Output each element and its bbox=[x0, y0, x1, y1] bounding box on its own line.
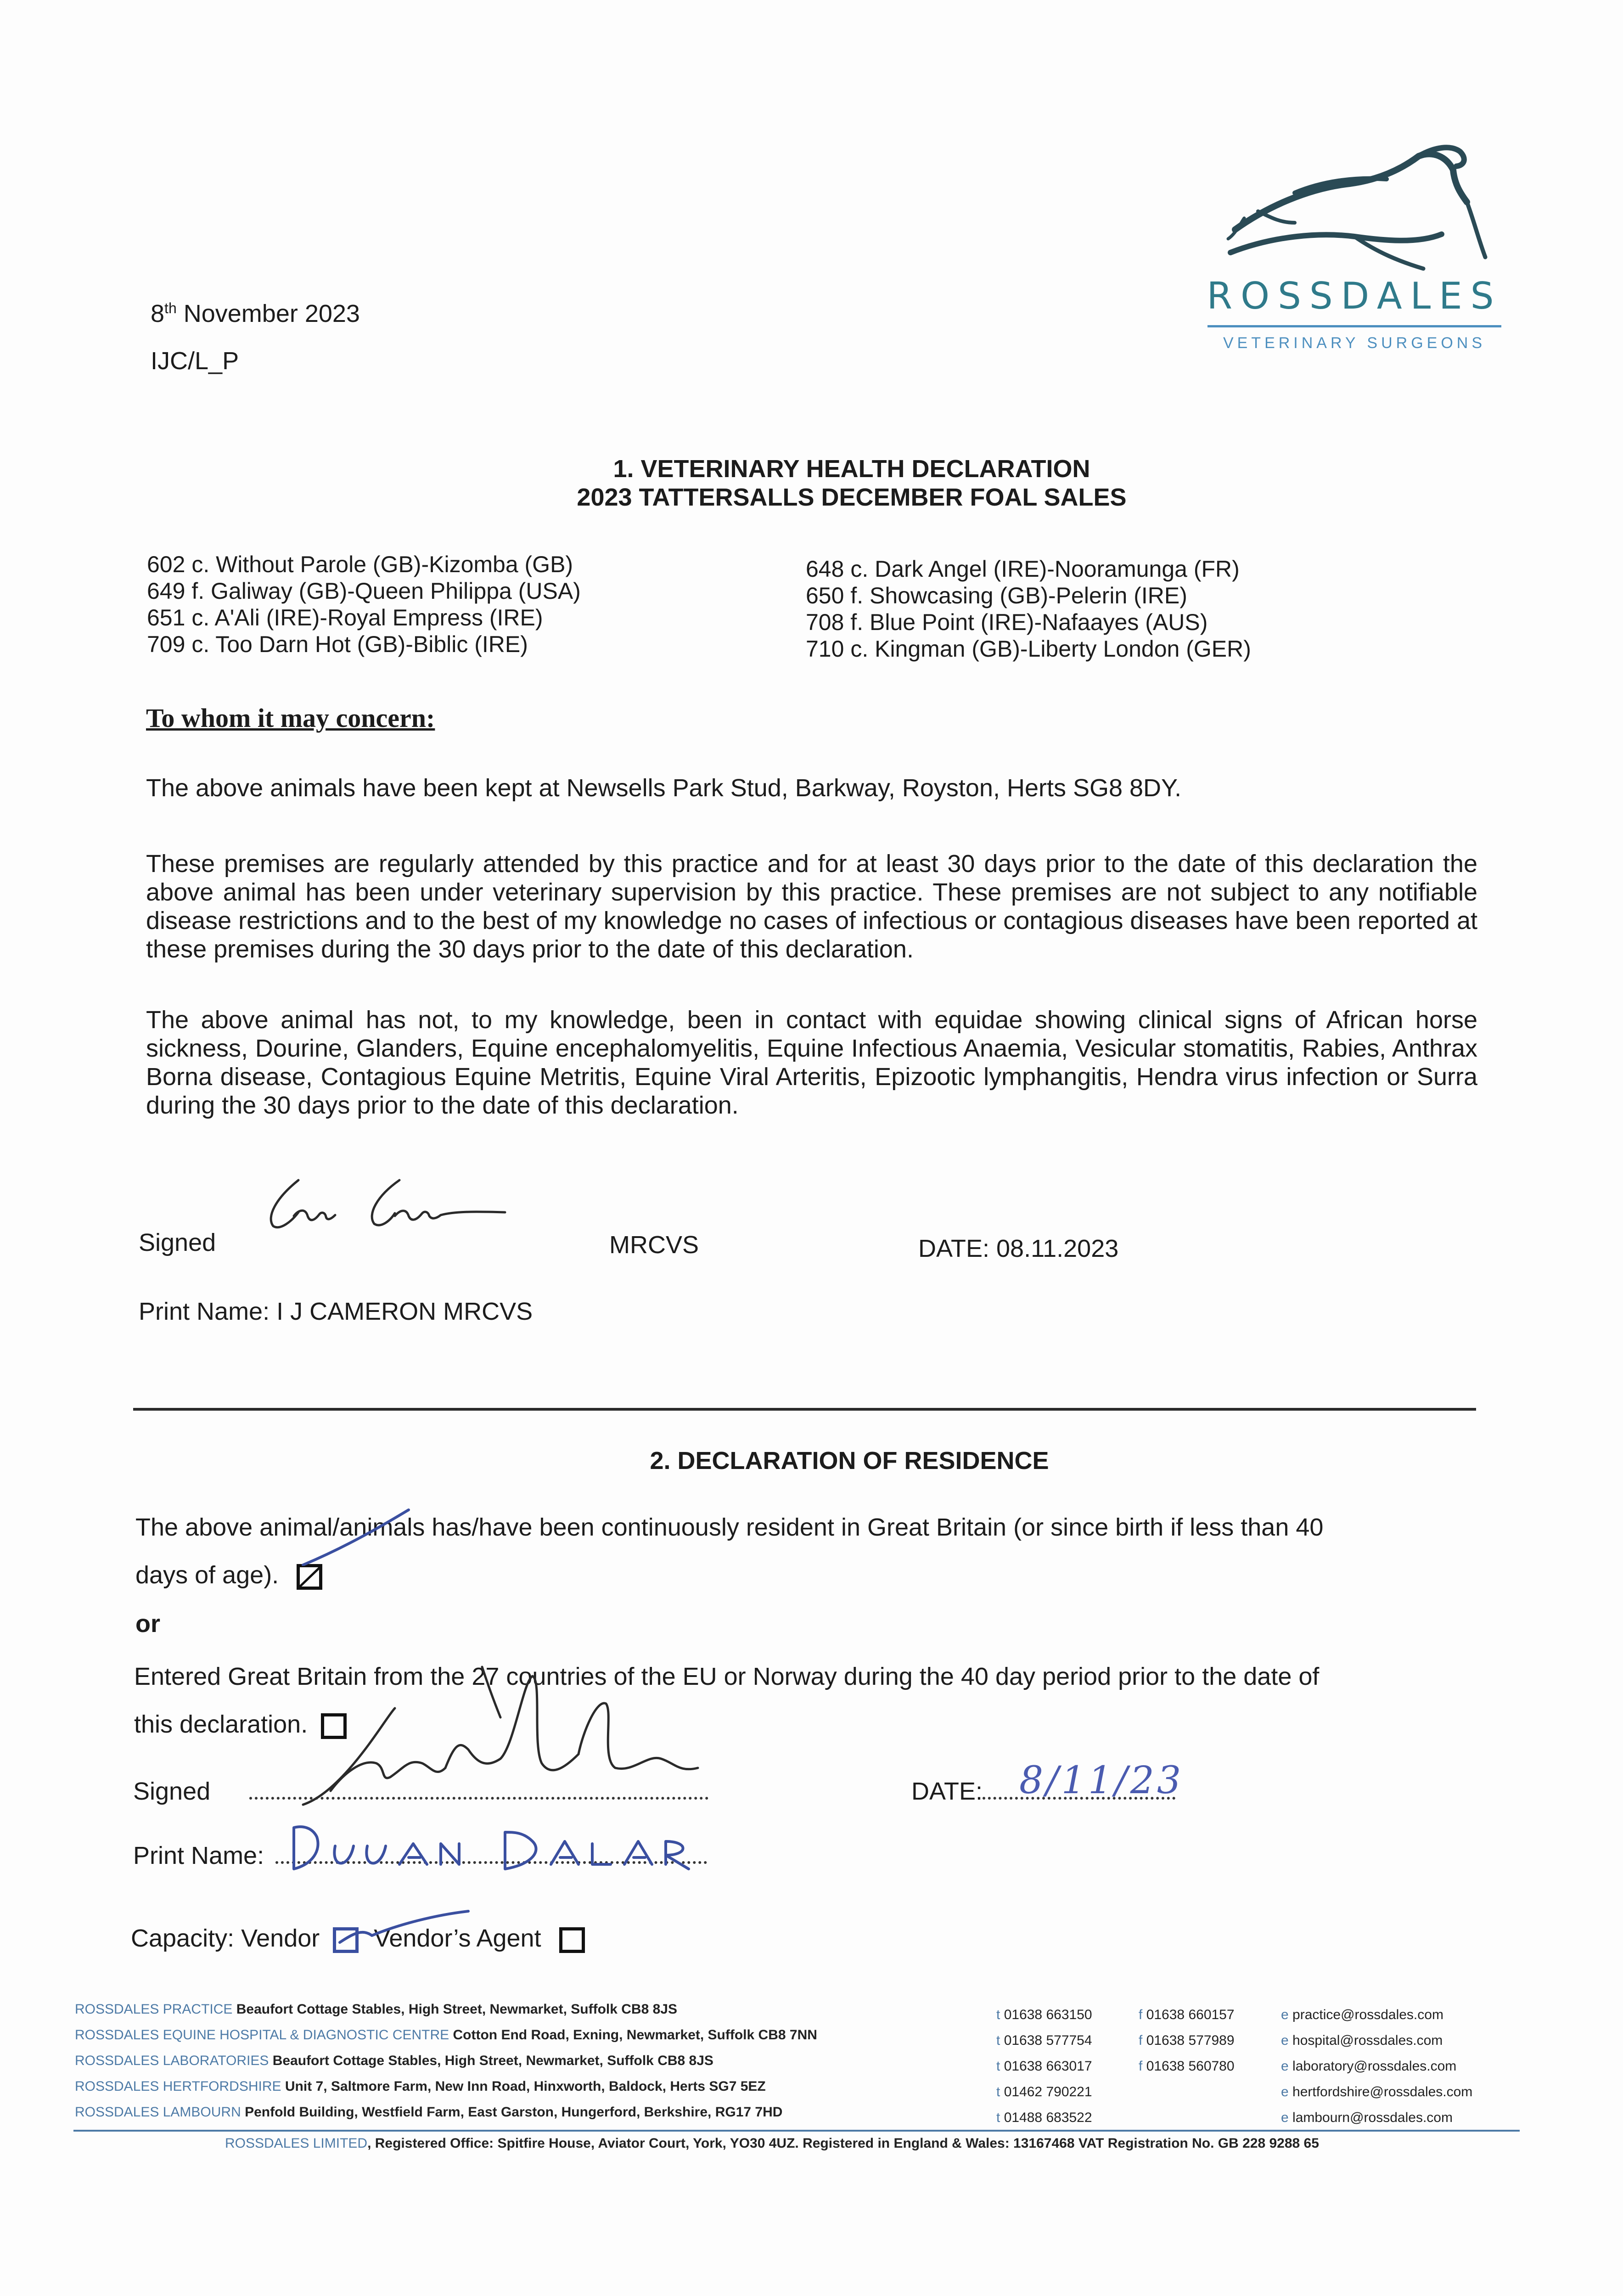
phone-number: 01638 663017 bbox=[1004, 2059, 1092, 2074]
capacity-label: Capacity: Vendor bbox=[131, 1925, 320, 1952]
vendor-print-name-label: Print Name: bbox=[133, 1842, 264, 1869]
mrcvs-label: MRCVS bbox=[609, 1231, 699, 1259]
footer-branch: ROSSDALES EQUINE HOSPITAL & DIAGNOSTIC CENTRE Cotton End Road, Exning, Newmarket, Suffolk CB8 7NN bbox=[75, 2027, 817, 2043]
tick-icon bbox=[297, 1564, 322, 1590]
fax-number: 01638 660157 bbox=[1146, 2007, 1235, 2022]
phone-number: 01488 683522 bbox=[1004, 2110, 1092, 2125]
email-link[interactable]: practice@rossdales.com bbox=[1292, 2007, 1443, 2022]
footer-branch: ROSSDALES LAMBOURN Penfold Building, Westfield Farm, East Garston, Hungerford, Berkshire, RG17 7HD bbox=[75, 2105, 783, 2120]
email-link[interactable]: lambourn@rossdales.com bbox=[1292, 2110, 1453, 2125]
company-logo bbox=[1203, 138, 1506, 358]
vet-date: DATE: 08.11.2023 bbox=[918, 1235, 1119, 1262]
strike-through-mark bbox=[294, 1506, 413, 1566]
footer-branch: ROSSDALES LABORATORIES Beaufort Cottage Stables, High Street, Newmarket, Suffolk CB8 8JS bbox=[75, 2053, 713, 2068]
horse-logo-icon bbox=[1203, 138, 1506, 276]
logo-name: ROSSDALES bbox=[1207, 275, 1502, 317]
footer-branches bbox=[75, 1997, 817, 2125]
lots-right-list bbox=[806, 556, 1494, 662]
email-link[interactable]: hertfordshire@rossdales.com bbox=[1292, 2084, 1473, 2099]
footer-rule bbox=[73, 2130, 1520, 2132]
section1-title: 1. VETERINARY HEALTH DECLARATION 2023 TATTERSALLS DECEMBER FOAL SALES bbox=[577, 455, 1127, 511]
or-label: or bbox=[135, 1610, 160, 1638]
vendor-print-name-handwritten bbox=[285, 1818, 698, 1878]
vendor-date-label: DATE: bbox=[911, 1778, 983, 1805]
lot-item: 710 c. Kingman (GB)-Liberty London (GER) bbox=[806, 636, 1251, 662]
phone-number: 01462 790221 bbox=[1004, 2084, 1092, 2099]
paragraph-contact-diseases: The above animal has not, to my knowledge, been in contact with equidae showing clinical signs of African horse sickness, Dourine, Glanders, Equine encephalomyelitis, Equine Infectious Anaemia, Vesicular stomatitis, Rabies, Anthrax Borna disease, Contagious Equine Metritis, Equine Viral Arteritis, Epizootic lymphangitis, Hendra virus infection or Surra during the 30 days prior to the date of this declaration. bbox=[146, 1006, 1477, 1119]
lot-item: 651 c. A'Ali (IRE)-Royal Empress (IRE) bbox=[147, 605, 543, 630]
footer-branch: ROSSDALES PRACTICE Beaufort Cottage Stables, High Street, Newmarket, Suffolk CB8 8JS bbox=[75, 2002, 677, 2017]
lot-item: 650 f. Showcasing (GB)-Pelerin (IRE) bbox=[806, 583, 1187, 608]
lot-item: 602 c. Without Parole (GB)-Kizomba (GB) bbox=[147, 551, 573, 577]
vendor-tick-mark bbox=[335, 1906, 473, 1947]
footer-emails: e practice@rossdales.com e hospital@rossdales.com e laboratory@rossdales.com e hertfordshire@rossdales.com e lambourn@rossdales.com bbox=[1281, 2007, 1473, 2125]
fax-number: 01638 560780 bbox=[1146, 2059, 1235, 2074]
letter-reference: IJC/L_P bbox=[151, 347, 239, 375]
section-divider bbox=[133, 1408, 1476, 1411]
signed-label: Signed bbox=[139, 1229, 216, 1256]
lots-left-list bbox=[147, 551, 790, 658]
phone-number: 01638 577754 bbox=[1004, 2033, 1092, 2048]
vet-signature bbox=[248, 1162, 533, 1244]
vendor-signature bbox=[285, 1653, 725, 1818]
paragraph-premises: The above animals have been kept at Newsells Park Stud, Barkway, Royston, Herts SG8 8DY. bbox=[146, 774, 1182, 802]
letter-date: 8th November 2023 bbox=[151, 300, 360, 327]
residence-option2: Entered Great Britain from the 27 countries of the EU or Norway during the 40 day period prior to the date of this declaration. bbox=[134, 1663, 1320, 1738]
email-link[interactable]: laboratory@rossdales.com bbox=[1292, 2059, 1457, 2074]
email-link[interactable]: hospital@rossdales.com bbox=[1292, 2033, 1443, 2048]
vet-print-name: Print Name: I J CAMERON MRCVS bbox=[139, 1298, 533, 1325]
vendors-agent-label: Vendor’s Agent bbox=[374, 1925, 541, 1952]
footer-faxes: f 01638 660157 f 01638 577989 f 01638 560780 bbox=[1139, 2007, 1235, 2074]
footer-branch: ROSSDALES HERTFORDSHIRE Unit 7, Saltmore Farm, New Inn Road, Hinxworth, Baldock, Herts SG7 5EZ bbox=[75, 2079, 766, 2094]
salutation: To whom it may concern: bbox=[146, 703, 435, 733]
vendor-signed-label: Signed bbox=[133, 1778, 211, 1805]
logo-divider bbox=[1207, 325, 1501, 327]
lot-item: 648 c. Dark Angel (IRE)-Nooramunga (FR) bbox=[806, 556, 1240, 582]
paragraph-supervision: These premises are regularly attended by this practice and for at least 30 days prior to the date of this declaration the above animal has been under veterinary supervision by this practice. These premises are not subject to any notifiable disease restrictions and to the best of my knowledge no cases of infectious or contagious diseases have been reported at these premises during the 30 days prior to the date of this declaration. bbox=[146, 850, 1477, 963]
lot-item: 709 c. Too Darn Hot (GB)-Biblic (IRE) bbox=[147, 631, 528, 657]
lot-item: 708 f. Blue Point (IRE)-Nafaayes (AUS) bbox=[806, 609, 1208, 635]
fax-number: 01638 577989 bbox=[1146, 2033, 1235, 2048]
resident-gb-checkbox[interactable] bbox=[297, 1564, 322, 1590]
phone-number: 01638 663150 bbox=[1004, 2007, 1092, 2022]
section2-title: 2. DECLARATION OF RESIDENCE bbox=[650, 1447, 1049, 1474]
vendor-date-handwritten: 8/11/23 bbox=[1019, 1759, 1184, 1802]
footer-registered: ROSSDALES LIMITED, Registered Office: Spitfire House, Aviator Court, York, YO30 4UZ. Registered in England & Wales: 13167468 VAT Registration No. GB 228 9288 65 bbox=[225, 2136, 1319, 2151]
residence-option1: The above animal/animals has/have been continuously resident in Great Britain (or since birth if less than 40 days of age). bbox=[135, 1514, 1324, 1589]
footer-phones: t 01638 663150 t 01638 577754 t 01638 663017 t 01462 790221 t 01488 683522 bbox=[996, 2007, 1092, 2125]
vendors-agent-checkbox[interactable] bbox=[559, 1927, 585, 1953]
logo-tagline: VETERINARY SURGEONS bbox=[1223, 334, 1486, 352]
lot-item: 649 f. Galiway (GB)-Queen Philippa (USA) bbox=[147, 578, 581, 604]
